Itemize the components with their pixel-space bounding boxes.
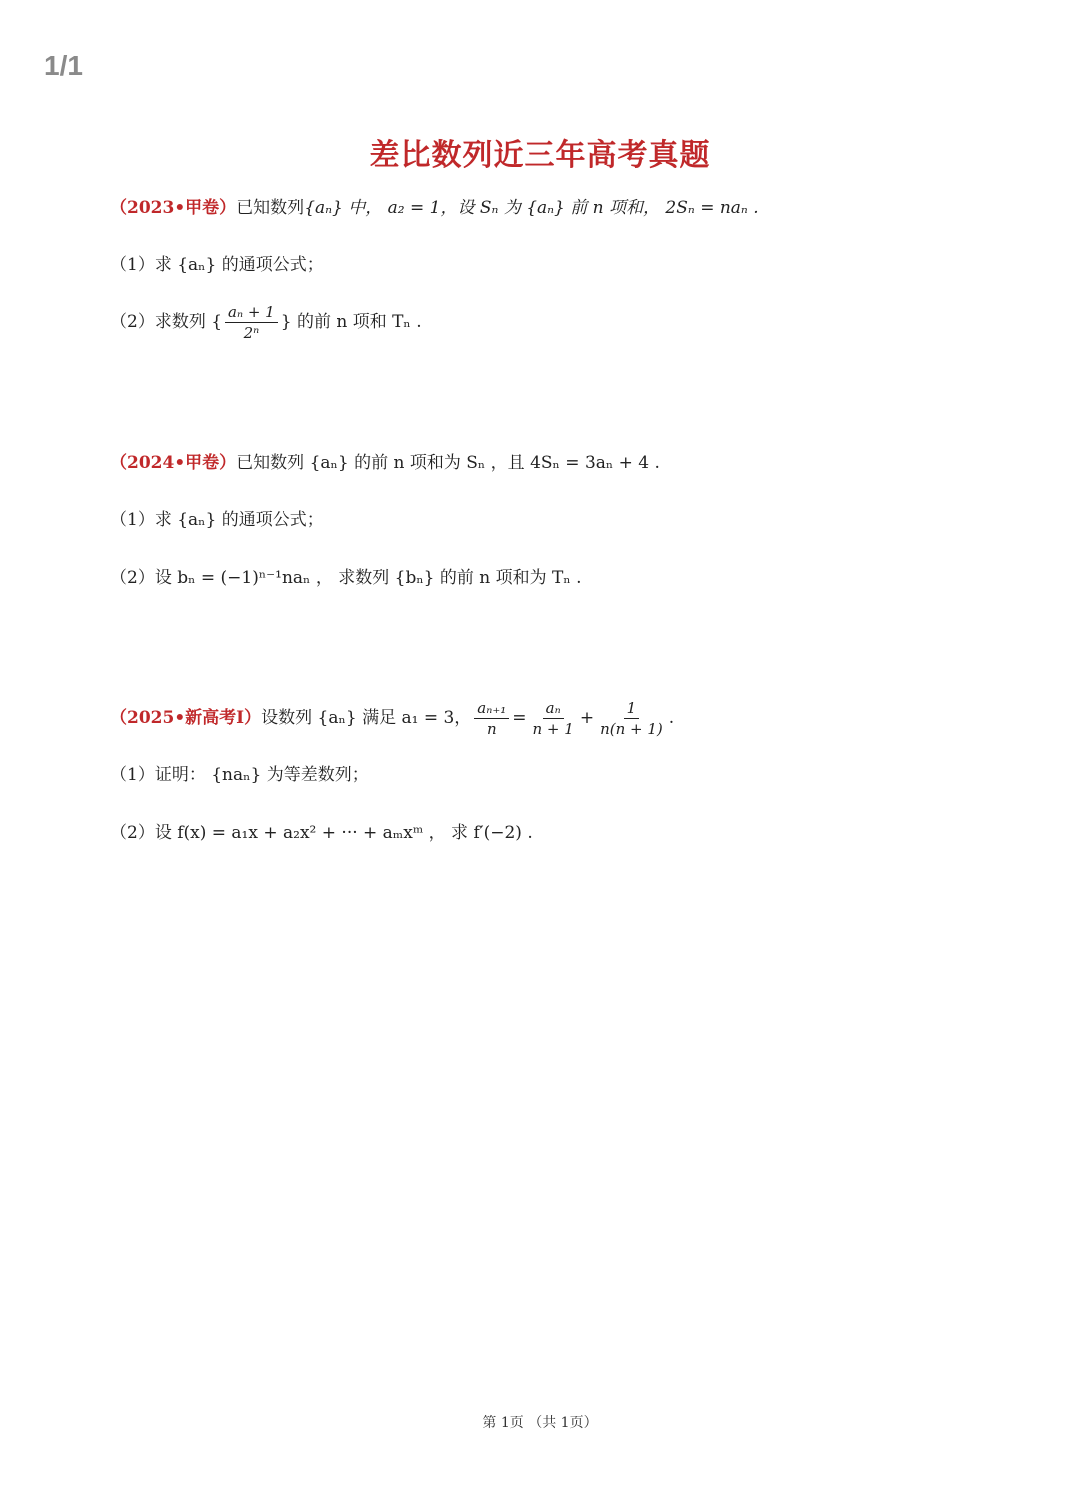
problem-3-part-1: [110, 755, 1020, 795]
problem-2-tag: （2024•甲卷）: [110, 453, 237, 473]
document-title: 差比数列近三年高考真题: [369, 138, 711, 173]
problem-1-stem-pre: 已知数列: [236, 198, 305, 218]
problem-1-part-2-post: } 的前 n 项和 Tₙ .: [280, 312, 422, 332]
page-footer: 第 1页 （共 1页）: [482, 1415, 598, 1431]
problem-3-fraction-3: [597, 699, 666, 738]
problem-1-stem: [110, 188, 1020, 228]
problem-3-part-2: [110, 813, 1020, 853]
problem-2-stem: [110, 443, 1020, 483]
problem-1-tag: （2023•甲卷）: [110, 198, 237, 218]
problem-2-stem-text: 已知数列 {aₙ} 的前 n 项和为 Sₙ ，且 4Sₙ = 3aₙ + 4 .: [236, 453, 660, 473]
problem-3-stem-post: .: [668, 708, 675, 728]
problem-1-part-2: [110, 302, 1020, 342]
problem-3-tag: （2025•新高考Ⅰ）: [110, 708, 262, 728]
fraction-numerator: aₙ: [543, 699, 564, 719]
problem-3-fraction-1: [474, 699, 509, 738]
fraction-denominator: n: [486, 719, 497, 738]
fraction-numerator: 1: [624, 699, 640, 719]
problem-2-part-2-text: （2）设 bₙ = (−1)ⁿ⁻¹naₙ ， 求数列 {bₙ} 的前 n 项和为 Tₙ .: [110, 568, 582, 588]
fraction-denominator: n(n + 1): [600, 719, 663, 738]
fraction-denominator: 2ⁿ: [243, 323, 260, 342]
plus-sign: +: [579, 708, 595, 728]
equals-sign: =: [512, 708, 527, 728]
fraction-numerator: aₙ₊₁: [474, 699, 509, 719]
problem-1-part-1-text: （1）求 {aₙ} 的通项公式；: [110, 255, 324, 275]
problem-1-part-2-fraction: [225, 303, 278, 342]
problem-2-part-1: [110, 500, 1020, 540]
problem-3-stem-pre: 设数列 {aₙ} 满足 a₁ = 3，: [261, 708, 472, 728]
problem-1-part-2-pre: （2）求数列 {: [110, 312, 223, 332]
problem-3-part-2-text: （2）设 f(x) = a₁x + a₂x² + ··· + aₘxᵐ ， 求 f′(−2) .: [110, 823, 533, 843]
fraction-denominator: n + 1: [532, 719, 574, 738]
problem-3-stem: [110, 698, 1020, 738]
page-indicator: 1/1: [44, 50, 83, 81]
problem-3-part-1-text: （1）证明： {naₙ} 为等差数列；: [110, 765, 369, 785]
problem-1-part-1: [110, 245, 1020, 285]
problem-2-part-1-text: （1）求 {aₙ} 的通项公式；: [110, 510, 324, 530]
problem-3-fraction-2: [530, 699, 577, 738]
problem-1-stem-math: {aₙ} 中， a₂ = 1，设 Sₙ 为 {aₙ} 前 n 项和， 2Sₙ = naₙ .: [304, 198, 759, 218]
problem-2-part-2: [110, 558, 1020, 598]
fraction-numerator: aₙ + 1: [225, 303, 278, 323]
